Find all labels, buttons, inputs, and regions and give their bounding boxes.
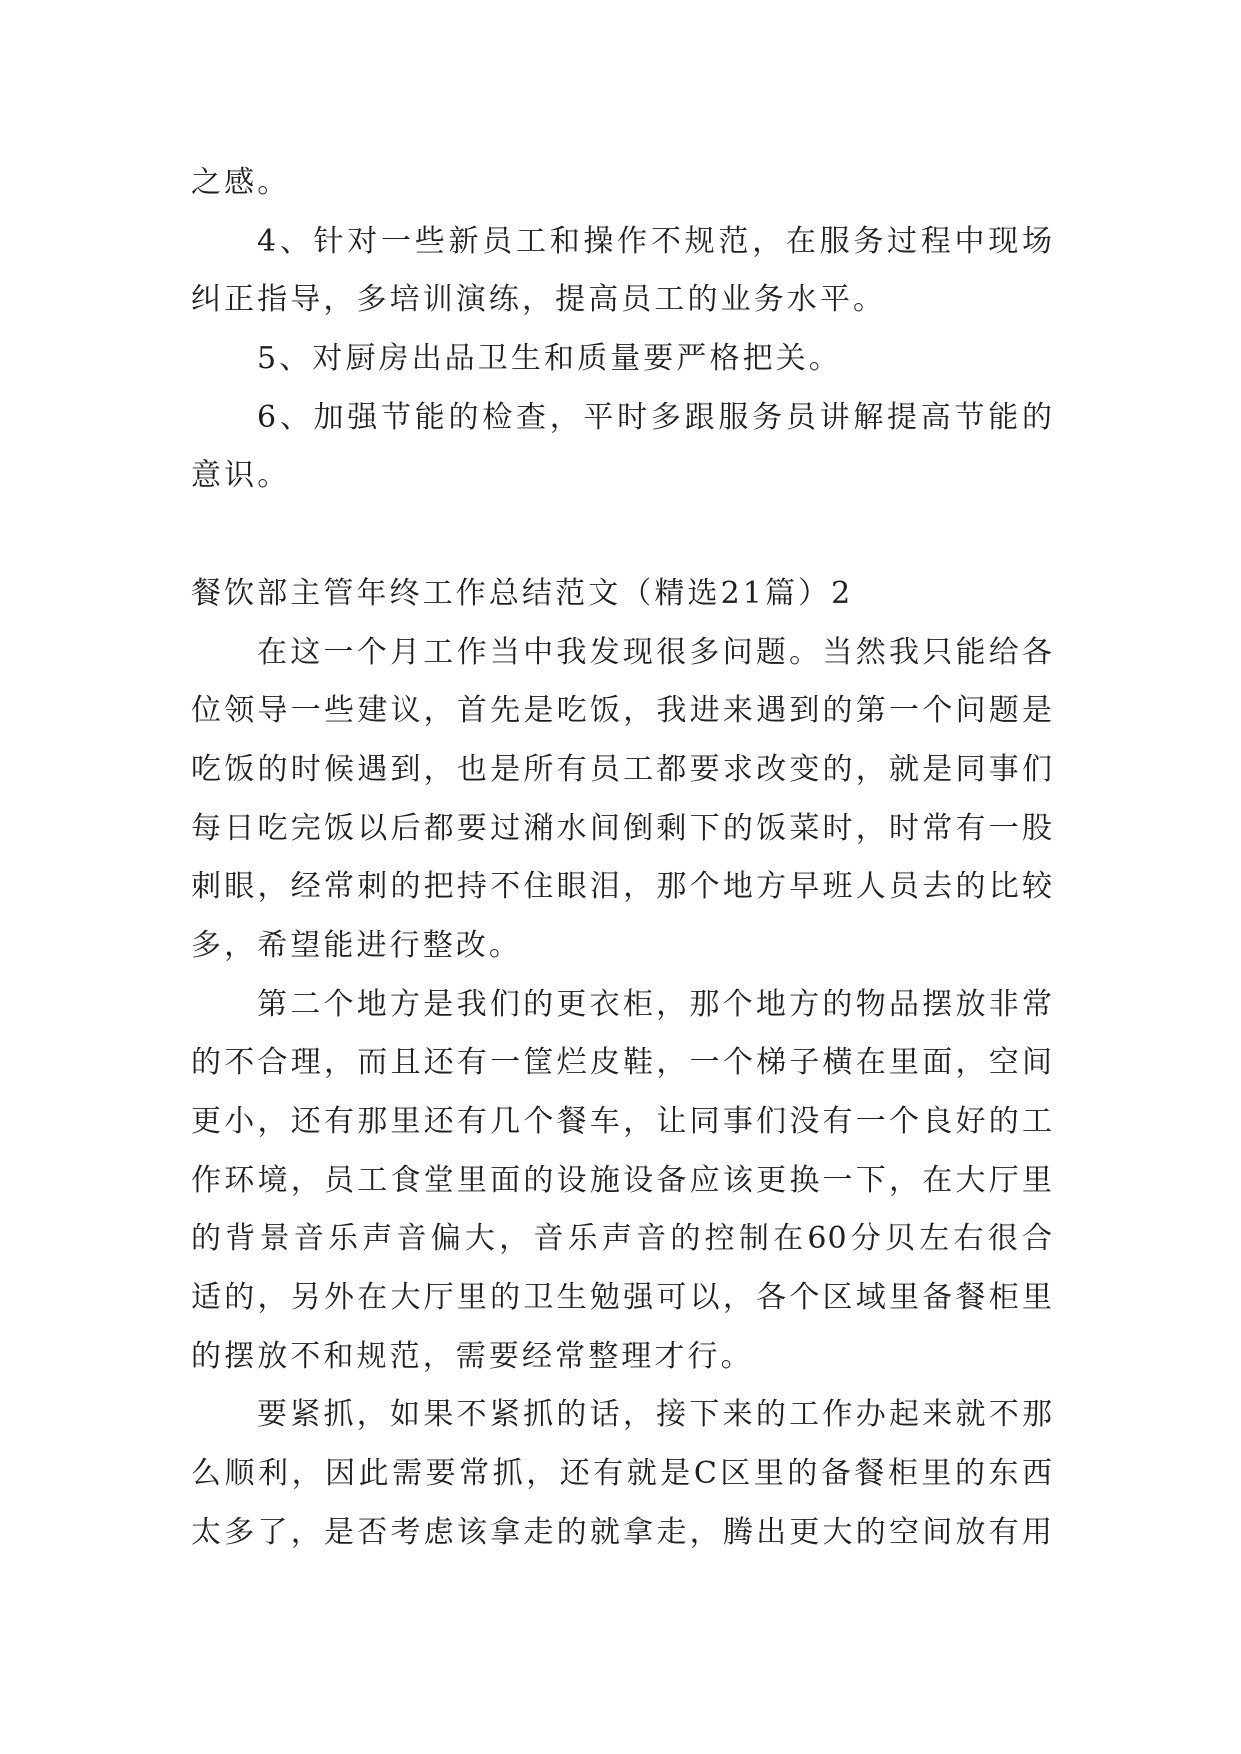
- list-item: [191, 213, 1053, 330]
- document-line: 纠正指导，多培训演练，提高员工的业务水平。: [191, 282, 887, 318]
- document-line: 第二个地方是我们的更衣柜，那个地方的物品摆放非常: [257, 986, 1053, 1022]
- document-line: 多，希望能进行整改。: [191, 927, 522, 963]
- text-block: [191, 154, 1053, 1563]
- document-line: 的背景音乐声音偏大，音乐声音的控制在60分贝左右很合: [191, 1221, 1053, 1257]
- document-line: 么顺利，因此需要常抓，还有就是C区里的备餐柜里的东西: [191, 1456, 1053, 1492]
- document-line: 6、加强节能的检查，平时多跟服务员讲解提高节能的: [257, 399, 1053, 435]
- blank-line: [191, 506, 1053, 565]
- document-line: 太多了，是否考虑该拿走的就拿走，腾出更大的空间放有用: [191, 1514, 1053, 1550]
- document-line: 更小，还有那里还有几个餐车，让同事们没有一个良好的工: [191, 1104, 1053, 1139]
- document-line: 的摆放不和规范，需要经常整理才行。: [191, 1338, 754, 1374]
- document-line: 每日吃完饭以后都要过潲水间倒剩下的饭菜时，时常有一股: [191, 810, 1053, 846]
- document-line: 的不合理，而且还有一筐烂皮鞋，一个梯子横在里面，空间: [191, 1045, 1053, 1081]
- paragraph: [191, 976, 1053, 1387]
- document-line: 作环境，员工食堂里面的设施设备应该更换一下，在大厅里: [191, 1162, 1053, 1198]
- document-line: 要紧抓，如果不紧抓的话，接下来的工作办起来就不那: [257, 1397, 1053, 1433]
- document-line: 5、对厨房出品卫生和质量要严格把关。: [257, 341, 842, 377]
- paragraph: [191, 1386, 1053, 1562]
- paragraph: [191, 624, 1053, 976]
- list-item: [191, 330, 1053, 389]
- continuation-paragraph: [191, 154, 1053, 213]
- section-title: 餐饮部主管年终工作总结范文（精选21篇）2: [191, 575, 854, 611]
- document-line: 之感。: [191, 165, 291, 200]
- document-line: 意识。: [191, 458, 291, 494]
- document-line: 在这一个月工作当中我发现很多问题。当然我只能给各: [257, 634, 1053, 670]
- document-line: 刺眼，经常刺的把持不住眼泪，那个地方早班人员去的比较: [191, 869, 1053, 905]
- document-line: 位领导一些建议，首先是吃饭，我进来遇到的第一个问题是: [191, 693, 1053, 729]
- document-line: 吃饭的时候遇到，也是所有员工都要求改变的，就是同事们: [191, 751, 1053, 787]
- list-item: [191, 389, 1053, 506]
- document-line: 4、针对一些新员工和操作不规范，在服务过程中现场: [257, 223, 1053, 259]
- document-line: 适的，另外在大厅里的卫生勉强可以，各个区域里备餐柜里: [191, 1280, 1053, 1316]
